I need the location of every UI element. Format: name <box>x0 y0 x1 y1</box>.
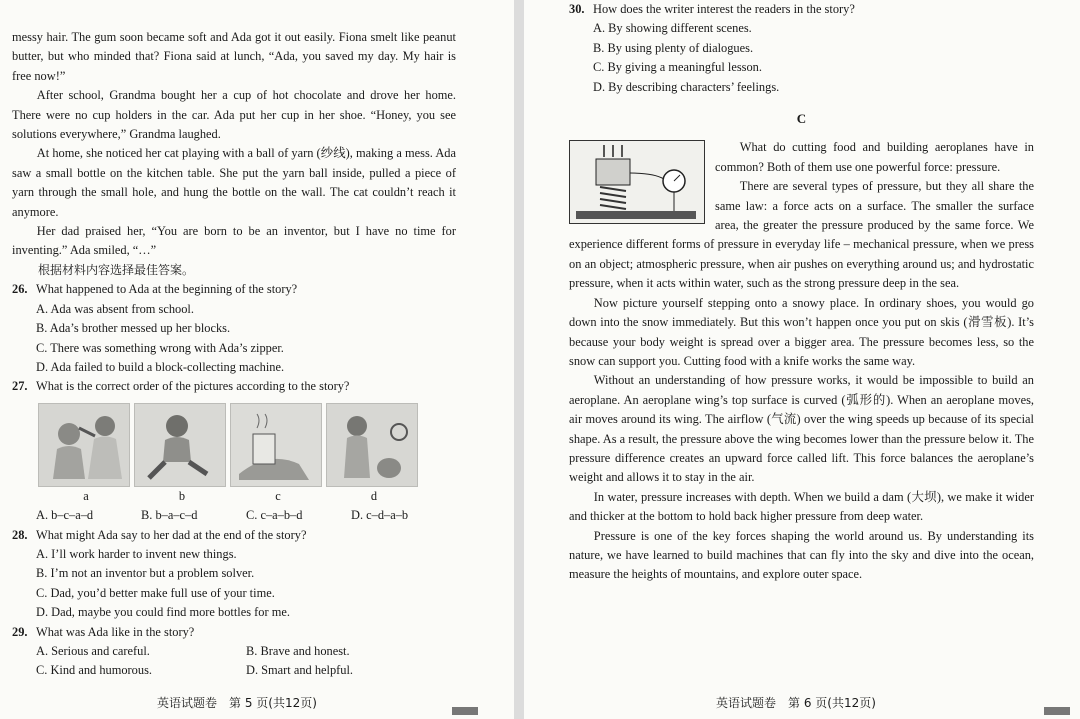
option[interactable]: D. c–d–a–b <box>351 508 409 523</box>
page-footer: 英语试题卷 第 6 页(共12页) <box>716 696 876 710</box>
passage-paragraph: Now picture yourself stepping onto a snowy place. In ordinary shoes, you would go down into the snow immediately. But this won’t happen once you put on skis (滑雪板). It’s because your body weight is spread over a bigger area. The pressure becomes less, so the snow can support you. Cutting food with a knife works the same way. <box>569 295 1034 368</box>
question-stem: What happened to Ada at the beginning of the story? <box>36 282 298 297</box>
page-gutter <box>514 0 524 719</box>
option[interactable]: D. Smart and helpful. <box>246 663 354 678</box>
options-row <box>12 661 456 680</box>
question-stem: What is the correct order of the pictures according to the story? <box>36 379 350 394</box>
picture-strip <box>12 403 456 487</box>
exam-page-6 <box>524 0 1080 719</box>
option[interactable]: A. Ada was absent from school. <box>36 301 194 316</box>
option[interactable]: B. Brave and honest. <box>246 643 350 658</box>
barcode-icon <box>1044 707 1070 715</box>
pressure-illustration <box>569 140 705 224</box>
option[interactable]: B. By using plenty of dialogues. <box>593 40 754 55</box>
question-30 <box>569 0 1034 97</box>
option[interactable]: A. By showing different scenes. <box>593 21 752 36</box>
passage-paragraph: Pressure is one of the key forces shaping the world around us. By understanding its nature, we have learned to build machines that can fly into the sky and dive into the ocean, measure the heights of mountains, and explore outer space. <box>569 528 1034 582</box>
story-paragraph: At home, she noticed her cat playing with a ball of yarn (纱线), making a mess. Ada saw a small bottle on the kitchen table. She put the yarn ball inside, pulled a piece of yarn through the small hole, and hung the bottle on the wall. The cat couldn’t reach it anymore. <box>12 146 456 219</box>
option[interactable]: C. Dad, you’d better make full use of your time. <box>36 585 275 600</box>
page-footer: 英语试题卷 第 5 页(共12页) <box>157 696 317 710</box>
question-29 <box>12 623 456 681</box>
passage-paragraph: There are several types of pressure, but they all share the same law: a force acts on a surface. The smaller the surface area, the greater the pressure produced by the same force. We experience different forms of pressure in everyday life – mechanical pressure, when we press on an object; atmospheric pressure, when air pushes on everything around us; and hydrostatic pressure, when it acts within water, such as the strong pressure deep in the sea. <box>569 179 1034 291</box>
question-number: 26. <box>12 282 28 297</box>
story-paragraph: messy hair. The gum soon became soft and Ada got it out easily. Fiona smelt like peanut butter, but who minded that? Fiona said at lunch, “Ada, you saved my day. My hair is free now!” <box>12 30 456 83</box>
question-number: 28. <box>12 527 28 542</box>
question-28 <box>12 526 456 623</box>
question-stem: What might Ada say to her dad at the end of the story? <box>36 527 307 542</box>
option[interactable]: B. I’m not an inventor but a problem solver. <box>36 566 255 581</box>
options-row <box>12 642 456 661</box>
picture-a <box>38 403 130 487</box>
option[interactable]: D. Ada failed to build a block-collecting machine. <box>36 359 285 374</box>
question-stem: What was Ada like in the story? <box>36 624 195 639</box>
picture-label: b <box>178 488 186 503</box>
passage-paragraph: Without an understanding of how pressure works, it would be impossible to build an aeroplane. An aeroplane wing’s top surface is curved (弧形的). When an aeroplane moves, air moves around its wing. The airflow (气流) over the wing speeds up because of its special shape. As a result, the pressure above the wing becomes lower than the pressure below it. The pressure difference creates an upward force called lift. This force balances the aeroplane’s weight and allows it to stay in the air. <box>569 373 1034 485</box>
barcode-icon <box>452 707 478 715</box>
question-number: 29. <box>12 624 28 639</box>
question-27 <box>12 377 456 525</box>
picture-c <box>230 403 322 487</box>
question-stem: How does the writer interest the readers in the story? <box>593 2 855 16</box>
option[interactable]: D. By describing characters’ feelings. <box>593 79 780 94</box>
option[interactable]: B. Ada’s brother messed up her blocks. <box>36 321 231 336</box>
option[interactable]: C. c–a–b–d <box>246 508 303 523</box>
option[interactable]: A. I’ll work harder to invent new things. <box>36 546 237 561</box>
option[interactable]: A. Serious and careful. <box>36 643 150 658</box>
option[interactable]: B. b–a–c–d <box>141 508 198 523</box>
instruction-text: 根据材料内容选择最佳答案。 <box>38 262 195 277</box>
option[interactable]: C. By giving a meaningful lesson. <box>593 60 762 75</box>
passage-paragraph: What do cutting food and building aeroplanes have in common? Both of them use one powerful force: pressure. <box>715 140 1034 174</box>
question-26 <box>12 280 456 377</box>
picture-labels <box>12 487 456 506</box>
option[interactable]: D. Dad, maybe you could find more bottles for me. <box>36 605 290 620</box>
question-number: 30. <box>569 2 585 16</box>
section-heading: C <box>796 111 807 127</box>
exam-page-5 <box>0 0 514 719</box>
left-column <box>12 28 456 681</box>
options-row <box>12 506 456 525</box>
passage-paragraph: In water, pressure increases with depth. When we build a dam (大坝), we make it wider and thicker at the bottom to hold back higher pressure from deep water. <box>569 489 1034 524</box>
story-paragraph: Her dad praised her, “You are born to be an inventor, but I have no time for inventing.” Ada smiled, “…” <box>12 224 456 258</box>
picture-b <box>134 403 226 487</box>
option[interactable]: C. There was something wrong with Ada’s zipper. <box>36 340 284 355</box>
story-paragraph: After school, Grandma bought her a cup of hot chocolate and drove her home. There were no cup holders in the car. Ada put her cup in her shoe. “Honey, you see solutions everywhere,” Grandma laughed. <box>12 88 456 142</box>
picture-label: c <box>275 488 281 503</box>
option[interactable]: A. b–c–a–d <box>36 508 94 523</box>
picture-label: d <box>370 488 378 503</box>
option[interactable]: C. Kind and humorous. <box>36 663 152 678</box>
picture-d <box>326 403 418 487</box>
right-column <box>569 0 1034 585</box>
question-number: 27. <box>12 379 28 394</box>
picture-label: a <box>83 488 89 503</box>
